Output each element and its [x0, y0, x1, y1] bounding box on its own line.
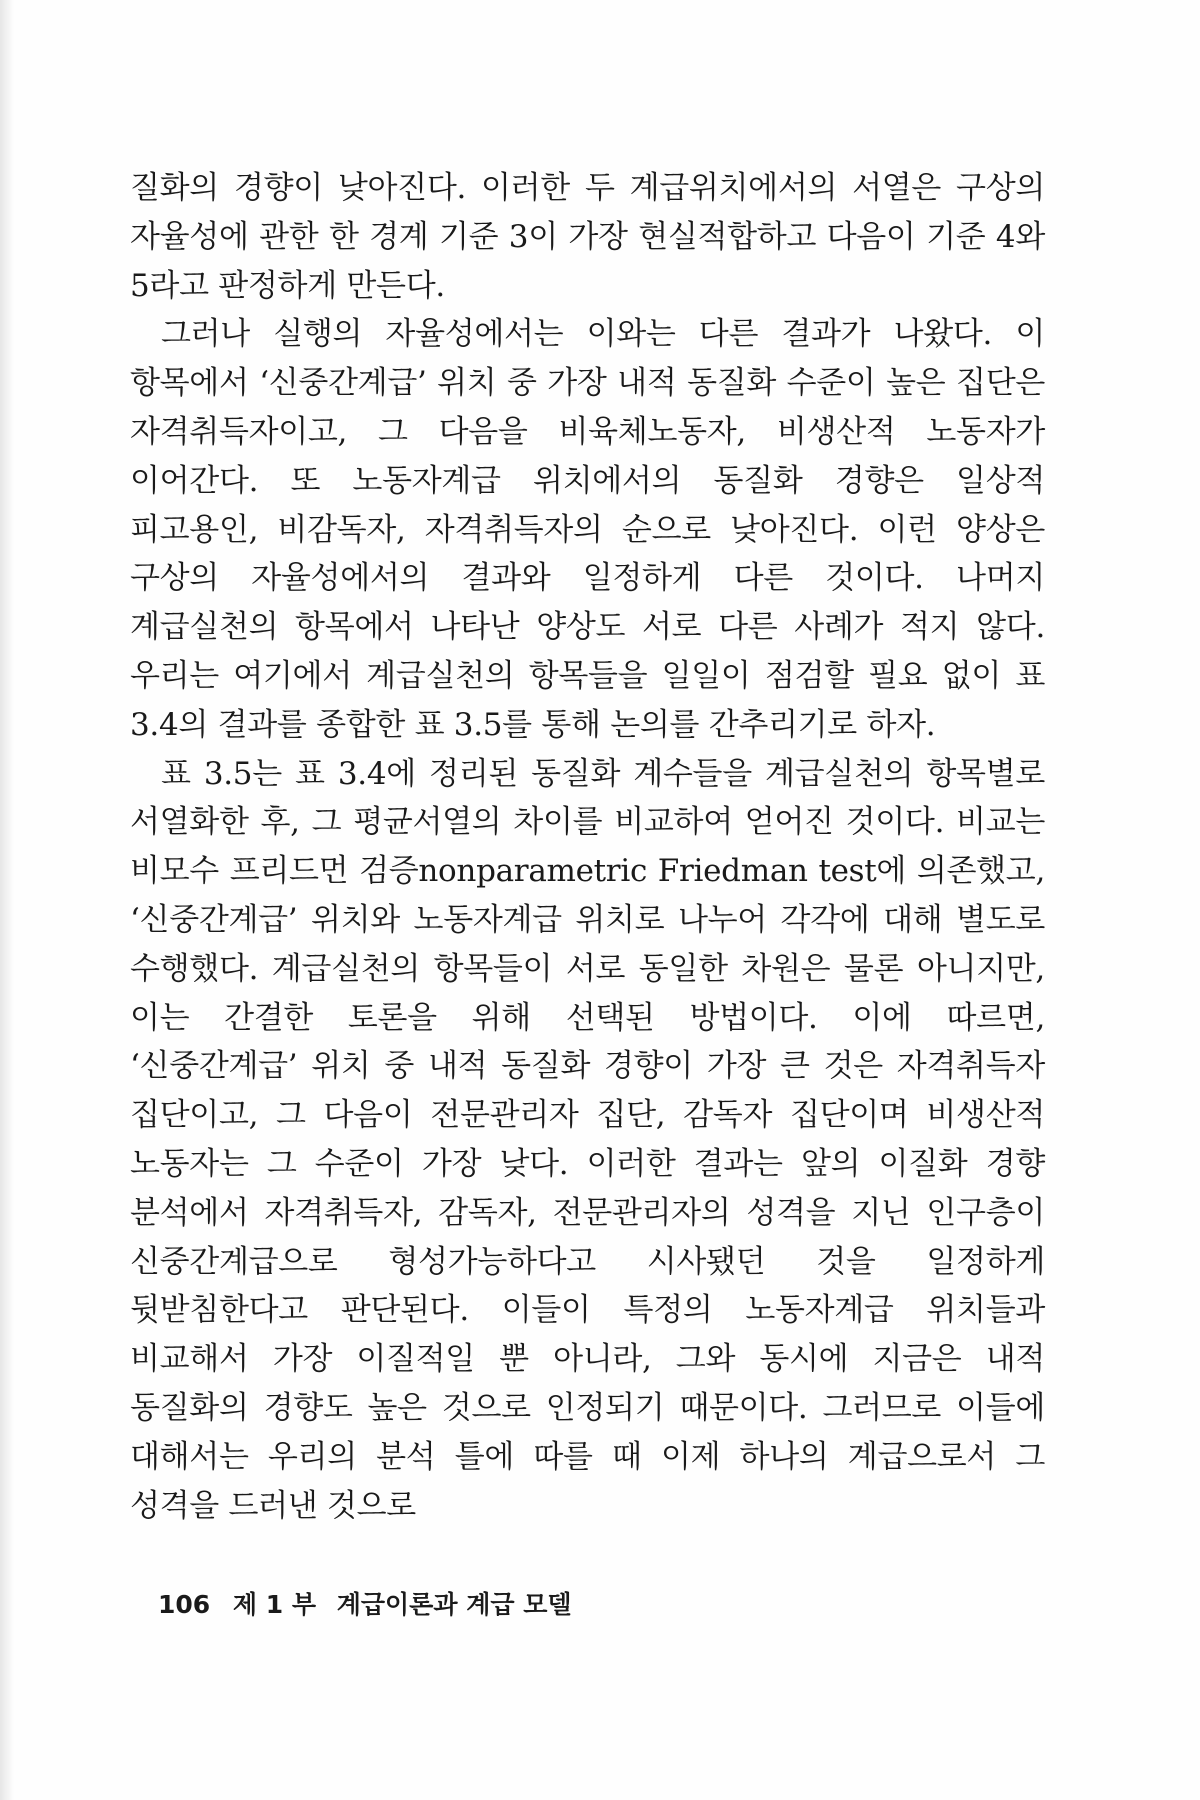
body-text — [130, 164, 1045, 1530]
paragraph: 그러나 실행의 자율성에서는 이와는 다른 결과가 나왔다. 이 항목에서 ‘신중간계급’ 위치 중 가장 내적 동질화 수준이 높은 집단은 자격취득자이고, 그 다음을 비육체노동자, 비생산적 노동자가 이어간다. 또 노동자계급 위치에서의 동질화 경향은 일상적 피고용인, 비감독자, 자격취득자의 순으로 낮아진다. 이런 양상은 구상의 자율성에서의 결과와 일정하게 다른 것이다. 나머지 계급실천의 항목에서 나타난 양상도 서로 다른 사례가 적지 않다. 우리는 여기에서 계급실천의 항목들을 일일이 점검할 필요 없이 표 3.4의 결과를 종합한 표 3.5를 통해 논의를 간추리기로 하자. — [130, 316, 1045, 743]
page-footer — [158, 1585, 572, 1621]
page-number: 106 — [158, 1590, 211, 1619]
paragraph-continuation: 질화의 경향이 낮아진다. 이러한 두 계급위치에서의 서열은 구상의 자율성에 관한 한 경계 기준 3이 가장 현실적합하고 다음이 기준 4와 5라고 판정하게 만든다. — [130, 170, 1045, 304]
footer-title: 계급이론과 계급 모델 — [336, 1590, 572, 1619]
paragraph: 표 3.5는 표 3.4에 정리된 동질화 계수들을 계급실천의 항목별로 서열화한 후, 그 평균서열의 차이를 비교하여 얻어진 것이다. 비교는 비모수 프리드먼 검증nonparametric Friedman test에 의존했고, ‘신중간계급’ 위치와 노동자계급 위치로 나누어 각각에 대해 별도로 수행했다. 계급실천의 항목들이 서로 동일한 차원은 물론 아니지만, 이는 간결한 토론을 위해 선택된 방법이다. 이에 따르면, ‘신중간계급’ 위치 중 내적 동질화 경향이 가장 큰 것은 자격취득자 집단이고, 그 다음이 전문관리자 집단, 감독자 집단이며 비생산적 노동자는 그 수준이 가장 낮다. 이러한 결과는 앞의 이질화 경향 분석에서 자격취득자, 감독자, 전문관리자의 성격을 지닌 인구층이 신중간계급으로 형성가능하다고 시사됐던 것을 일정하게 뒷받침한다고 판단된다. 이들이 특정의 노동자계급 위치들과 비교해서 가장 이질적일 뿐 아니라, 그와 동시에 지금은 내적 동질화의 경향도 높은 것으로 인정되기 때문이다. 그러므로 이들에 대해서는 우리의 분석 틀에 따를 때 이제 하나의 계급으로서 그 성격을 드러낸 것으로 — [130, 755, 1045, 1524]
page-gutter-shadow — [0, 0, 14, 1800]
part-label: 제 1 부 — [232, 1590, 317, 1619]
